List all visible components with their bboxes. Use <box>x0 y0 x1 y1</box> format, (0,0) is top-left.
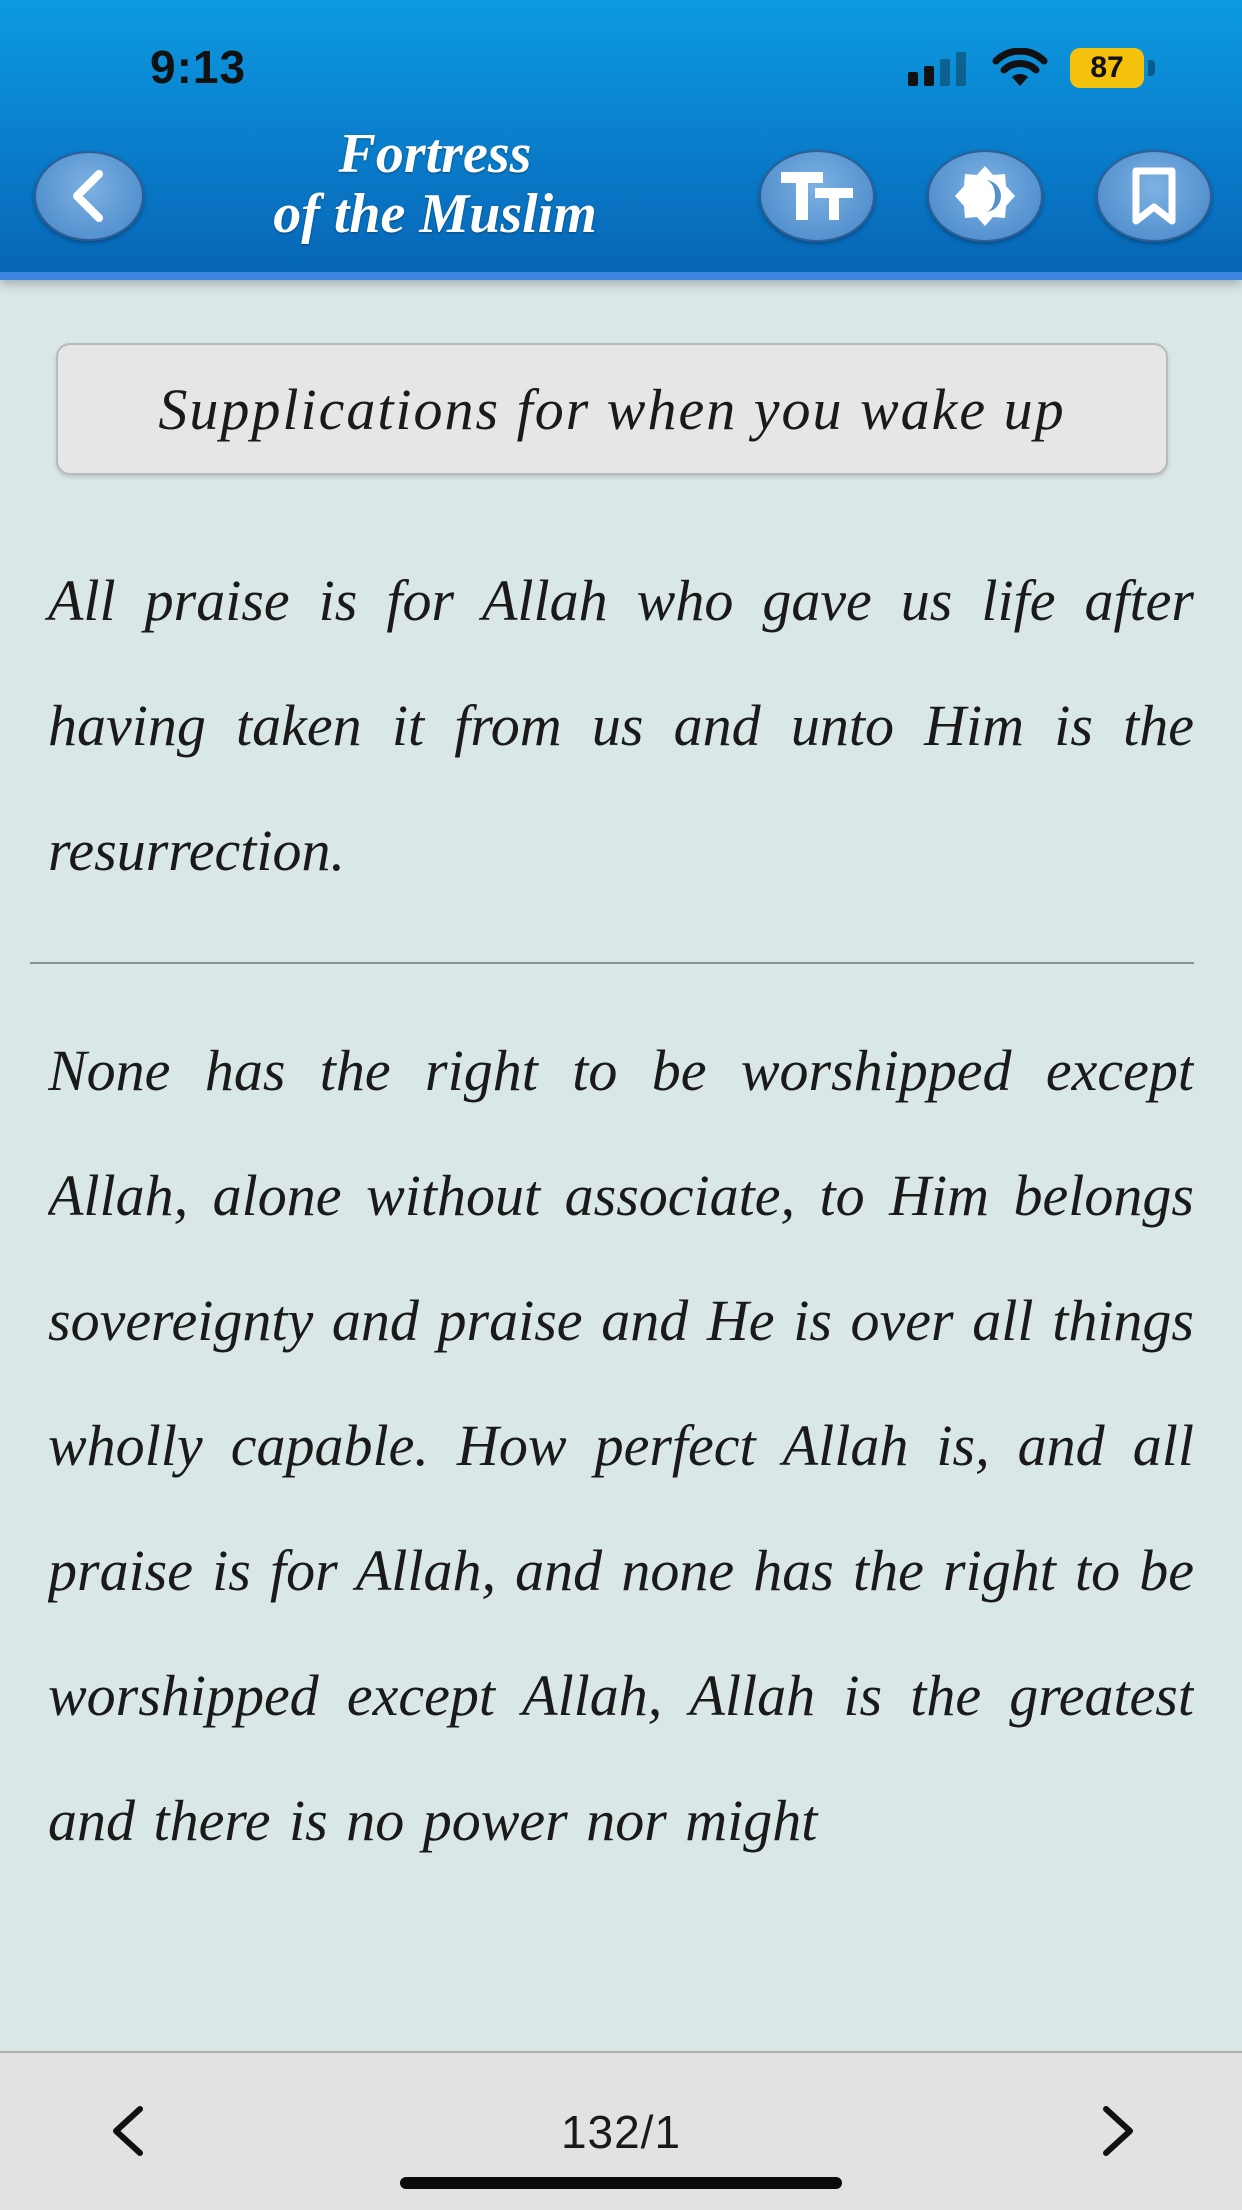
status-time: 9:13 <box>150 41 247 93</box>
prev-page-button[interactable] <box>100 2101 160 2161</box>
text-size-icon <box>777 168 857 224</box>
app-title-line1: Fortress <box>338 123 532 185</box>
cellular-signal-icon <box>908 52 970 86</box>
back-button[interactable] <box>34 151 144 241</box>
home-indicator <box>400 2177 842 2189</box>
nav-header <box>0 0 1242 280</box>
bookmark-icon <box>1130 167 1178 225</box>
font-size-button[interactable] <box>759 150 875 242</box>
bookmark-button[interactable] <box>1096 150 1212 242</box>
app-title-line2: of the Muslim <box>273 183 597 245</box>
battery-level: 87 <box>1070 48 1144 88</box>
app-title <box>200 124 670 244</box>
divider <box>30 962 1194 964</box>
footer-nav <box>0 2051 1242 2210</box>
section-title: Supplications for when you wake up <box>56 343 1168 475</box>
page-indicator: 132/1 <box>560 2106 682 2158</box>
next-page-button[interactable] <box>1086 2101 1146 2161</box>
supplication-text-1: All praise is for Allah who gave us life after having taken it from us and unto Him is the resurrection. <box>48 568 1194 883</box>
battery-icon <box>1070 48 1156 88</box>
chevron-left-icon <box>69 170 109 222</box>
supplication-text-2: None has the right to be worshipped except Allah, alone without associate, to Him belongs sovereignty and praise and He is over all things wholly capable. How perfect Allah is, and all praise is for Allah, and none has the right to be worshipped except Allah, Allah is the greatest and there is no power nor might <box>48 1038 1194 1853</box>
brightness-icon <box>953 164 1017 228</box>
theme-button[interactable] <box>927 150 1043 242</box>
wifi-icon <box>992 48 1048 88</box>
